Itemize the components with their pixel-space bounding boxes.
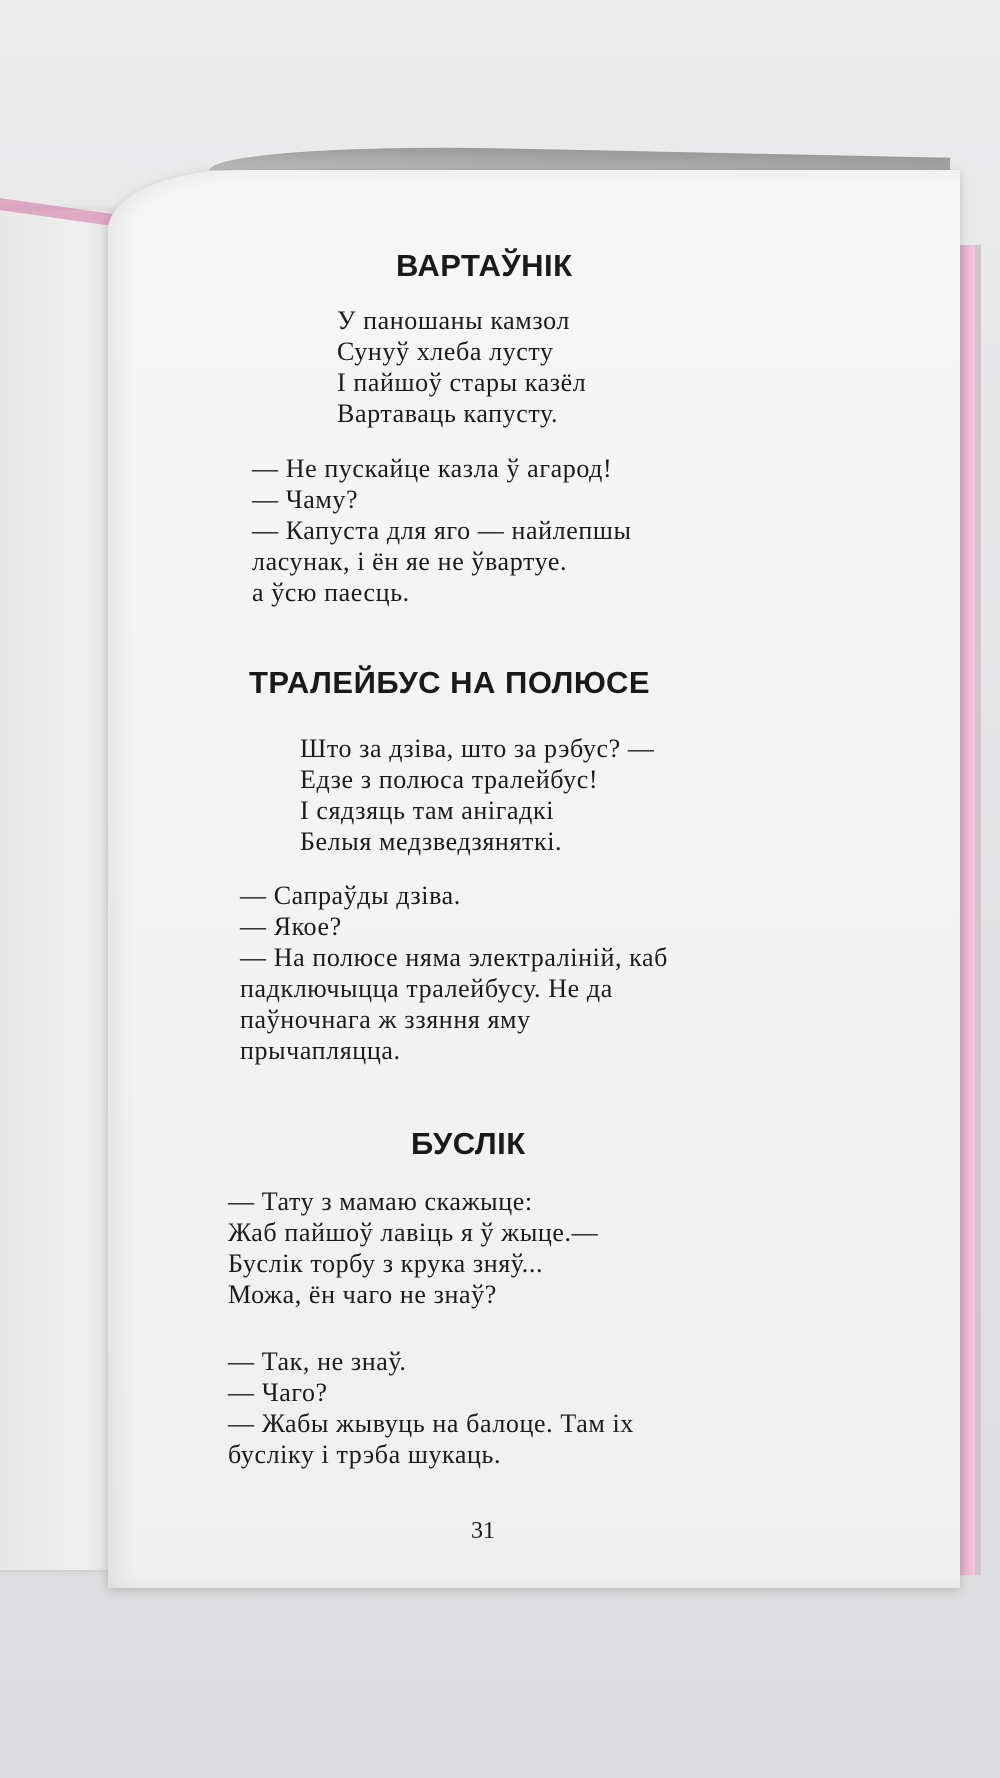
poem-dialogue: [240, 880, 668, 1066]
verse-line: Буслік торбу з крука зняў...: [228, 1249, 544, 1278]
verse-line: У паношаны камзол: [337, 306, 570, 335]
verse-line: Сунуў хлеба лусту: [337, 337, 554, 366]
verse-line: Вартаваць капусту.: [337, 399, 559, 428]
dialogue-line: — Чаму?: [252, 485, 359, 514]
dialogue-line: а ўсю паесць.: [252, 578, 410, 607]
poem-dialogue: [228, 1346, 634, 1470]
dialogue-line: — На полюсе няма электраліній, каб: [240, 943, 668, 972]
poem-title: ВАРТАЎНІК: [396, 248, 573, 283]
dialogue-line: — Капуста для яго — найлепшы: [252, 516, 632, 545]
verse-line: — Тату з мамаю скажыце:: [228, 1187, 533, 1216]
verse-line: Што за дзіва, што за рэбус? —: [300, 734, 655, 763]
verse-line: Едзе з полюса тралейбус!: [300, 765, 599, 794]
poem-verse: [337, 305, 586, 429]
dialogue-line: — Сапраўды дзіва.: [240, 881, 461, 910]
verse-line: Белыя медзведзяняткі.: [300, 827, 563, 856]
poem-title: БУСЛІК: [411, 1126, 526, 1161]
dialogue-line: падключыцца тралейбусу. Не да: [240, 974, 613, 1003]
dialogue-line: — Не пускайце казла ў агарод!: [252, 454, 613, 483]
dialogue-line: — Якое?: [240, 912, 342, 941]
dialogue-line: прычапляцца.: [240, 1036, 401, 1065]
dialogue-line: паўночнага ж ззяння яму: [240, 1005, 531, 1034]
dialogue-line: — Чаго?: [228, 1378, 328, 1407]
dialogue-line: — Так, не знаў.: [228, 1347, 407, 1376]
verse-line: Жаб пайшоў лавіць я ў жыце.—: [228, 1218, 599, 1247]
dialogue-line: ласунак, і ён яе не ўвартуе.: [252, 547, 568, 576]
poem-verse: [300, 733, 654, 857]
page-number: 31: [471, 1518, 495, 1544]
verse-line: Можа, ён чаго не знаў?: [228, 1280, 497, 1309]
poem-verse: [228, 1186, 598, 1310]
dialogue-line: — Жабы жывуць на балоце. Там іх: [228, 1409, 634, 1438]
verse-line: І сядзяць там анігадкі: [300, 796, 555, 825]
verse-line: І пайшоў стары казёл: [337, 368, 587, 397]
poem-title: ТРАЛЕЙБУС НА ПОЛЮСЕ: [249, 665, 651, 700]
dialogue-line: бусліку і трэба шукаць.: [228, 1440, 502, 1469]
poem-dialogue: [252, 453, 632, 608]
